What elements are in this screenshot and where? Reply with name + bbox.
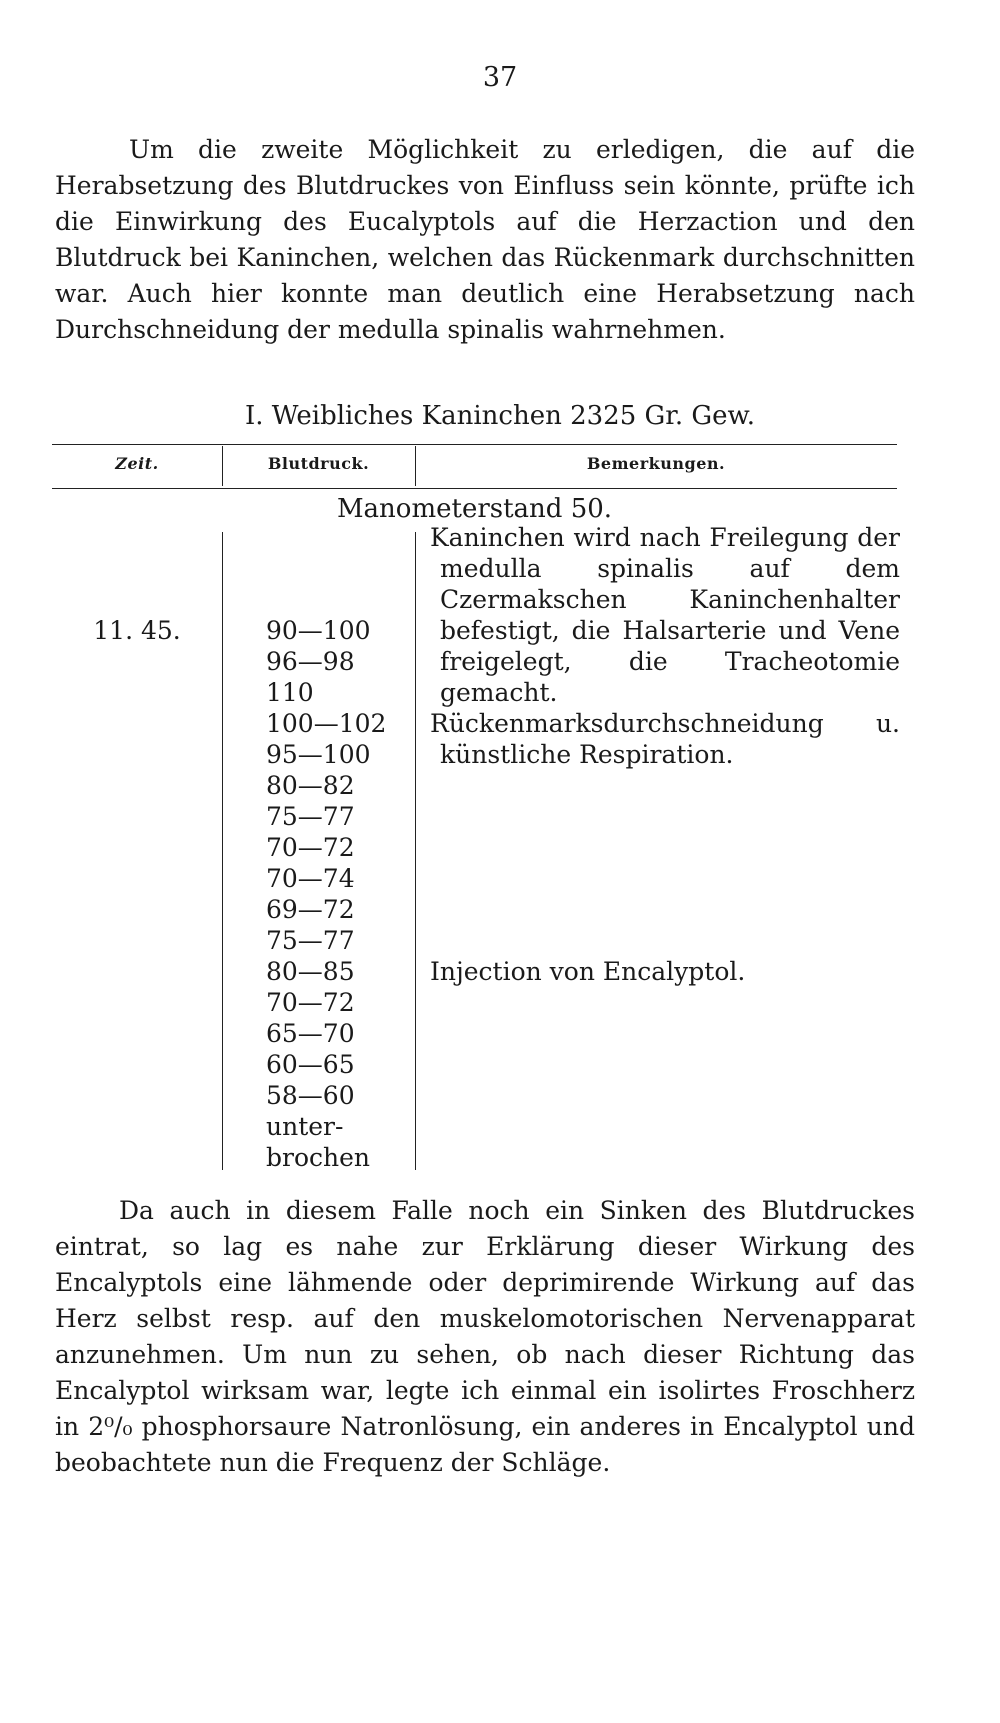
remark-spinal-cut: Rückenmarksdurchschneidung u. künstliche Respiration. (430, 709, 900, 769)
table-rule-top (52, 444, 897, 445)
blutdruck-value: 75—77 (266, 926, 355, 955)
blutdruck-value: 80—82 (266, 771, 355, 800)
blutdruck-value: 80—85 (266, 957, 355, 986)
blutdruck-value: brochen (266, 1143, 371, 1172)
header-zeit: Zeit. (115, 454, 159, 473)
blutdruck-value: 70—72 (266, 833, 355, 862)
header-blutdruck: Blutdruck. (267, 454, 370, 473)
blutdruck-value: 58—60 (266, 1081, 355, 1110)
blutdruck-value: 60—65 (266, 1050, 355, 1079)
page-number: 37 (482, 62, 518, 93)
blutdruck-value: 69—72 (266, 895, 355, 924)
blutdruck-value: 70—72 (266, 988, 355, 1017)
blutdruck-value: 110 (266, 678, 314, 707)
remark-injection: Injection von Encalyptol. (430, 957, 746, 986)
remark-preparation: Kaninchen wird nach Freilegung der medulla spinalis auf dem Czermakschen Kaninchenhalter befestigt, die Halsarterie und Vene freigelegt, die Tracheotomie gemacht. (430, 523, 900, 707)
blutdruck-value: 96—98 (266, 647, 355, 676)
paragraph-intro: Um die zweite Möglichkeit zu erledigen, die auf die Herabsetzung des Blutdruckes von Einfluss sein könnte, prüfte ich die Einwirkung des Eucalyptols auf die Herzaction und den Blutdruck bei Kaninchen, welchen das Rückenmark durchschnitten war. Auch hier konnte man deutlich eine Herabsetzung nach Durchschneidung der medulla spinalis wahrnehmen. (55, 135, 915, 344)
table-column-divider (222, 532, 223, 1170)
table-caption: I. Weibliches Kaninchen 2325 Gr. Gew. (244, 401, 755, 431)
blutdruck-value: 70—74 (266, 864, 355, 893)
blutdruck-value: 75—77 (266, 802, 355, 831)
blutdruck-value: 95—100 (266, 740, 371, 769)
blutdruck-value: unter- (266, 1112, 344, 1141)
zeit-value: 11. 45. (93, 616, 181, 645)
table-rule-header (52, 488, 897, 489)
table-column-divider (415, 532, 416, 1170)
paragraph-conclusion: Da auch in diesem Falle noch ein Sinken des Blutdruckes eintrat, so lag es nahe zur Erklärung dieser Wirkung des Encalyptols eine lähmende oder deprimirende Wirkung auf das Herz selbst resp. auf den muskelomotorischen Nervenapparat anzunehmen. Um nun zu sehen, ob nach dieser Richtung das Encalyptol wirksam war, legte ich einmal ein isolirtes Froschherz in 2⁰/₀ phosphorsaure Natronlösung, ein anderes in Encalyptol und beobachtete nun die Frequenz der Schläge. (55, 1196, 915, 1477)
manometer-reading: Manometerstand 50. (336, 494, 613, 524)
blutdruck-column (266, 615, 406, 1173)
blutdruck-value: 90—100 (266, 616, 371, 645)
blutdruck-value: 65—70 (266, 1019, 355, 1048)
blutdruck-value: 100—102 (266, 709, 387, 738)
header-bemerkungen: Bemerkungen. (586, 454, 726, 473)
